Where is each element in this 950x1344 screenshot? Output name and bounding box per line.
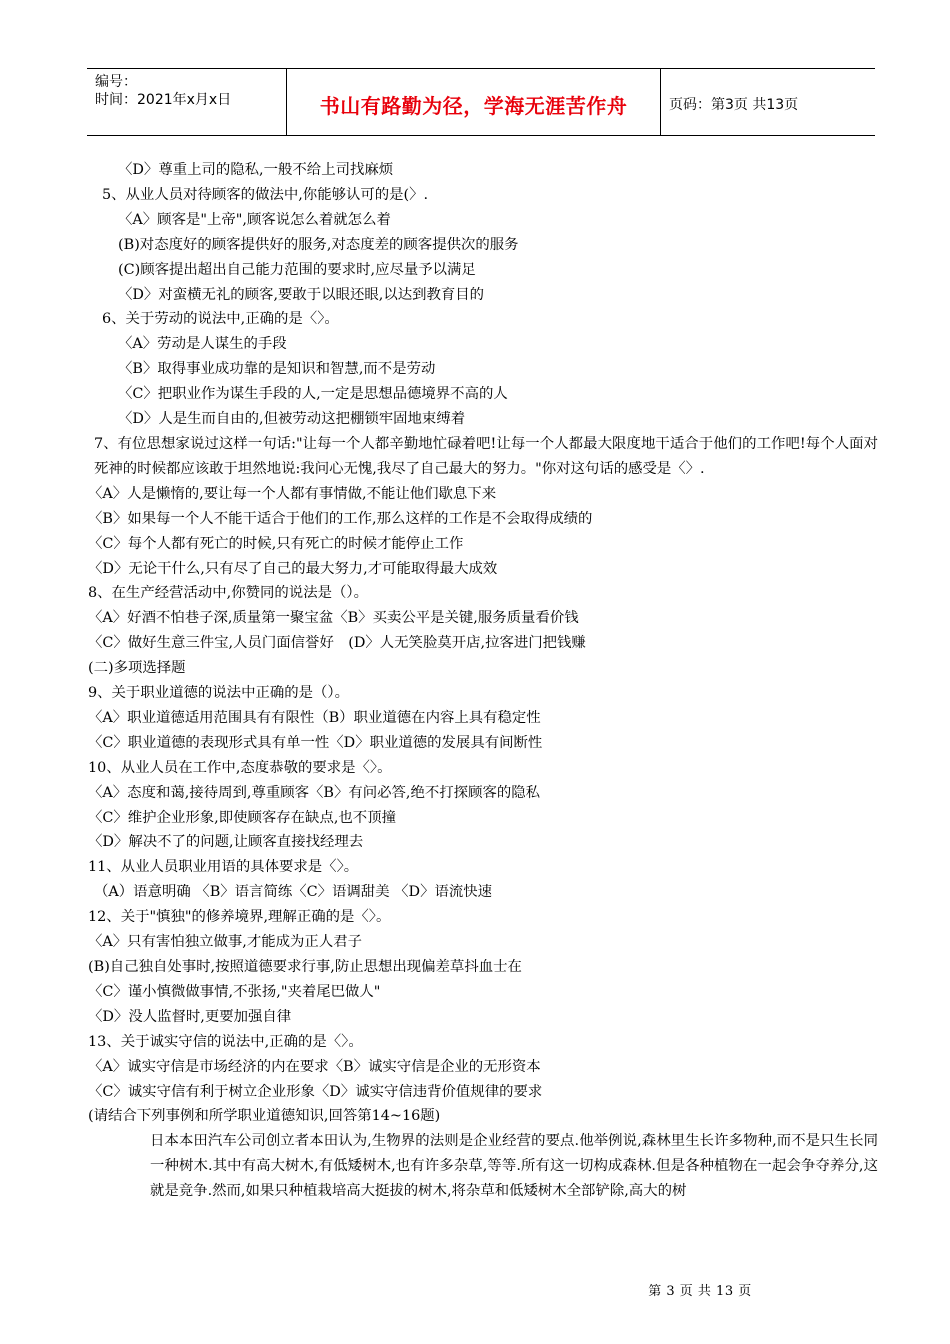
option-line: 〈A〉顾客是"上帝",顾客说怎么着就怎么着 — [118, 211, 391, 228]
option-line: （A）语意明确 〈B〉语言简练〈C〉语调甜美 〈D〉语流快速 — [94, 884, 493, 901]
question-paragraph: 7、有位思想家说过这样一句话:"让每一个人都辛勤地忙碌着吧!让每一个人都最大限度地干适合于他们的工作吧!每个人面对死神的时候都应该敢于坦然地说:我问心无愧,我尽了自己最大的努力。"你对这句话的感受是〈〉. — [94, 435, 878, 477]
header-meta — [87, 69, 286, 135]
section-heading: (二)多项选择题 — [88, 660, 186, 677]
page-header — [87, 68, 875, 136]
option-line: 〈A〉态度和蔼,接待周到,尊重顾客〈B〉有问必答,绝不打探顾客的隐私 — [88, 784, 541, 801]
option-line: 〈A〉好酒不怕巷子深,质量第一聚宝盆〈B〉买卖公平是关键,服务质量看价钱 — [88, 610, 579, 627]
option-line: 〈A〉诚实守信是市场经济的内在要求〈B〉诚实守信是企业的无形资本 — [88, 1058, 541, 1075]
option-line: 〈D〉对蛮横无礼的顾客,要敢于以眼还眼,以达到教育目的 — [118, 286, 485, 303]
option-line: (B)对态度好的顾客提供好的服务,对态度差的顾客提供次的服务 — [118, 236, 519, 253]
option-line: 〈B〉取得事业成功靠的是知识和智慧,而不是劳动 — [118, 361, 436, 378]
option-line: 〈A〉劳动是人谋生的手段 — [118, 336, 287, 353]
option-line: 〈D〉没人监督时,更要加强自律 — [88, 1008, 292, 1025]
option-line: 〈A〉职业道德适用范围具有有限性（B）职业道德在内容上具有稳定性 — [88, 709, 541, 726]
option-line: 〈A〉只有害怕独立做事,才能成为正人君子 — [88, 934, 362, 951]
option-line: (C)顾客提出超出自己能力范围的要求时,应尽量予以满足 — [118, 261, 476, 278]
option-line: 〈D〉尊重上司的隐私,一般不给上司找麻烦 — [118, 162, 394, 178]
option-line: 〈C〉做好生意三件宝,人员门面信誉好 (D〉人无笑脸莫开店,拉客进门把钱赚 — [88, 635, 586, 652]
question-line: 11、从业人员职业用语的具体要求是〈〉。 — [88, 859, 359, 876]
option-line: 〈C〉诚实守信有利于树立企业形象〈D〉诚实守信违背价值规律的要求 — [88, 1083, 543, 1100]
question-line: 12、关于"慎独"的修养境界,理解正确的是〈〉。 — [88, 909, 391, 926]
question-line: 13、关于诚实守信的说法中,正确的是〈〉。 — [88, 1033, 363, 1050]
case-paragraph: 日本本田汽车公司创立者本田认为,生物界的法则是企业经营的要点.他举例说,森林里生长许多物种,而不是只生长同一种树木.其中有高大树木,有低矮树木,也有许多杂草,等等.所有这一切构成森林.但是各种植物在一起会争夺养分,这就是竞争.然而,如果只种植栽培高大挺拔的树木,将杂草和低矮树木全部铲除,高大的树 — [150, 1133, 878, 1200]
option-line: 〈C〉每个人都有死亡的时候,只有死亡的时候才能停止工作 — [88, 535, 464, 552]
header-page-label: 页码：第3页 共13页 — [669, 97, 799, 113]
question-line: 5、从业人员对待顾客的做法中,你能够认可的是(〉. — [102, 186, 429, 203]
question-line: 6、关于劳动的说法中,正确的是〈〉。 — [102, 311, 339, 328]
header-motto: 书山有路勤为径，学海无涯苦作舟 — [286, 69, 661, 135]
option-line: (B)自己独自处事时,按照道德要求行事,防止思想出现偏差草抖血士在 — [88, 959, 522, 975]
option-line: 〈C〉谨小慎微做事情,不张扬,"夹着尾巴做人" — [88, 983, 381, 1000]
serial-label: 编号： — [95, 74, 137, 90]
question-line: 10、从业人员在工作中,态度恭敬的要求是〈〉。 — [88, 759, 392, 776]
time-label: 时间：2021年x月x日 — [95, 92, 232, 108]
question-line: 8、在生产经营活动中,你赞同的说法是（）。 — [88, 585, 368, 602]
question-line: 9、关于职业道德的说法中正确的是（）。 — [88, 685, 349, 702]
option-line: 〈C〉把职业作为谋生手段的人,一定是思想品德境界不高的人 — [118, 386, 508, 403]
option-line: 〈C〉职业道德的表现形式具有单一性〈D〉职业道德的发展具有间断性 — [88, 734, 543, 751]
option-line: 〈B〉如果每一个人不能干适合于他们的工作,那么这样的工作是不会取得成绩的 — [88, 510, 593, 527]
option-line: 〈C〉维护企业形象,即使顾客存在缺点,也不顶撞 — [88, 809, 396, 826]
page-footer: 第 3 页 共 13 页 — [648, 1284, 752, 1299]
instruction-line: (请结合下列事例和所学职业道德知识,回答第14~16题) — [88, 1108, 441, 1125]
option-line: 〈D〉解决不了的问题,让顾客直接找经理去 — [88, 834, 364, 851]
document-body — [88, 158, 878, 1204]
option-line: 〈D〉无论干什么,只有尽了自己的最大努力,才可能取得最大成效 — [88, 560, 498, 577]
option-line: 〈D〉人是生而自由的,但被劳动这把棚锁牢固地束缚着 — [118, 411, 466, 428]
option-line: 〈A〉人是懒惰的,要让每一个人都有事情做,不能让他们歇息下来 — [88, 485, 497, 502]
